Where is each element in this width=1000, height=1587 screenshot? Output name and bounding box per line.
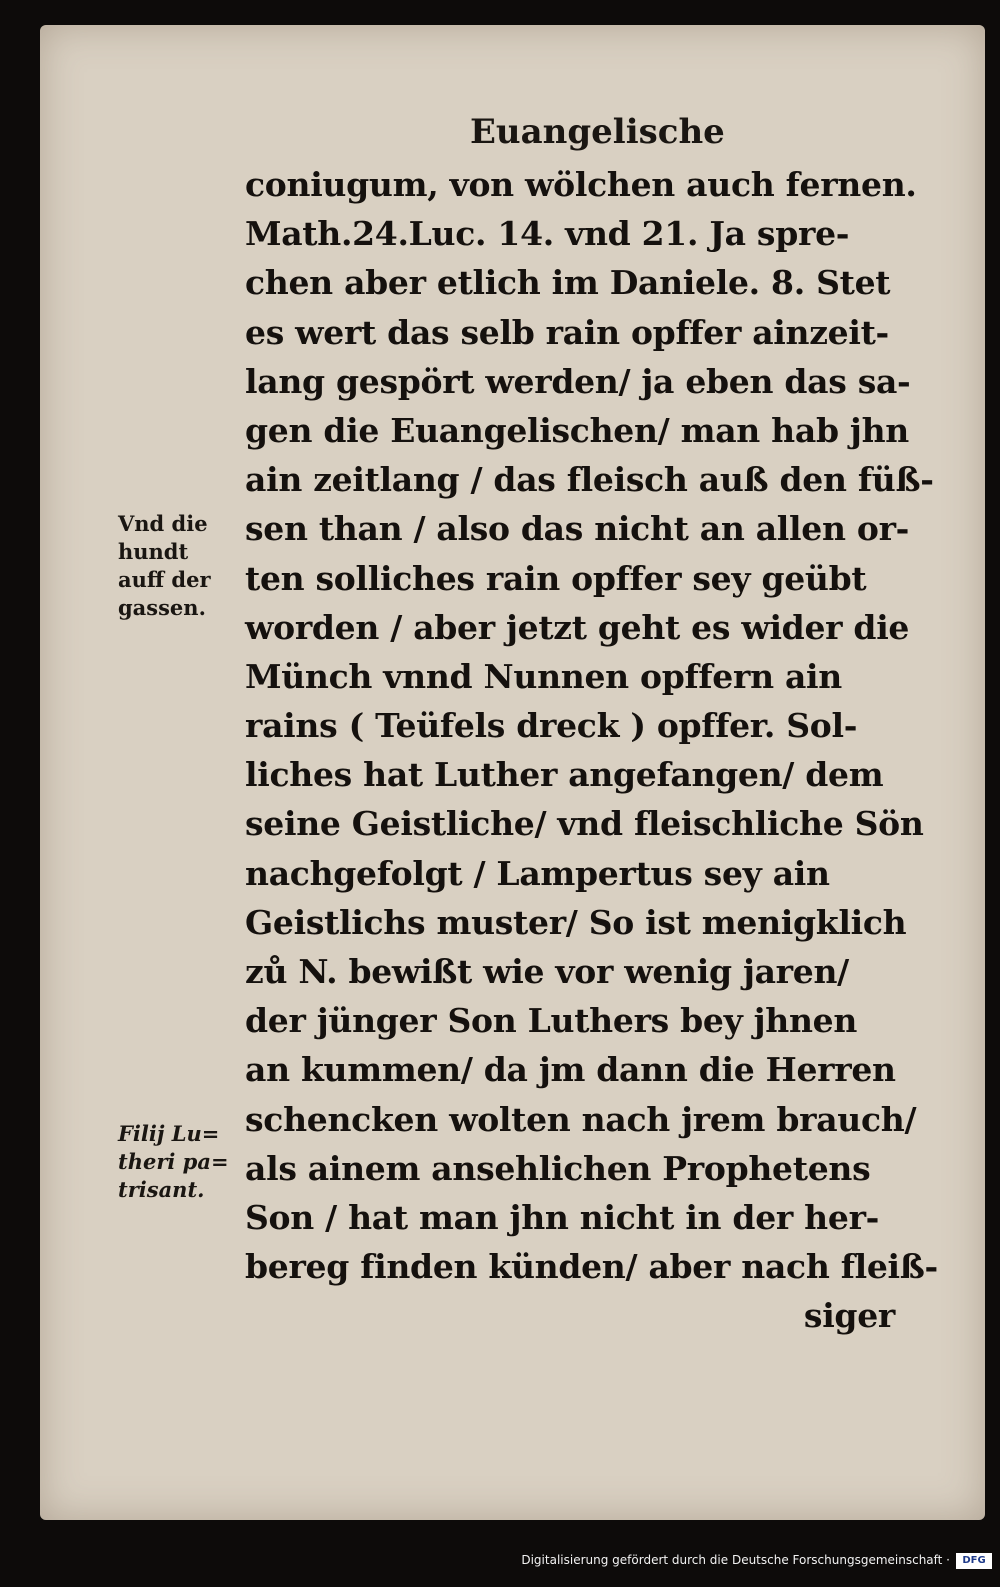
marginal-note-line: hundt (118, 539, 189, 564)
running-header: Euangelische (470, 112, 725, 152)
marginal-note-line: Vnd die (118, 511, 208, 536)
text-line: coniugum, von wölchen auch fernen. (245, 165, 917, 204)
text-line: worden / aber jetzt geht es wider die (245, 607, 910, 647)
text-line: bereg finden künden/ aber nach fleiß- (245, 1247, 938, 1287)
marginal-note-line: trisant. (118, 1177, 205, 1202)
text-line: Math.24.Luc. 14. vnd 21. Ja spre- (245, 214, 850, 254)
marginal-note-line: Filij Lu= (118, 1121, 220, 1146)
text-line: gen die Euangelischen/ man hab jhn (245, 410, 909, 450)
text-line: Geistlichs muster/ So ist menigklich (245, 902, 907, 942)
marginal-note-line: auff der (118, 567, 211, 592)
marginal-note (118, 510, 211, 622)
text-line: lang gespört werden/ ja eben das sa- (245, 361, 911, 401)
text-line: chen aber etlich im Daniele. 8. Stet (245, 263, 891, 303)
marginal-note (118, 1120, 229, 1204)
dfg-logo: DFG (956, 1553, 992, 1569)
marginal-note-line: gassen. (118, 595, 206, 620)
text-line: Son / hat man jhn nicht in der her- (245, 1197, 880, 1237)
text-line: als ainem ansehlichen Prophetens (245, 1148, 871, 1188)
catchword: siger (803, 1296, 895, 1336)
text-line: liches hat Luther angefangen/ dem (245, 755, 884, 795)
text-line: zů N. bewißt wie vor wenig jaren/ (245, 952, 849, 991)
text-line: ten solliches rain opffer sey geübt (245, 558, 867, 598)
text-line: es wert das selb rain opffer ainzeit- (245, 312, 889, 352)
marginal-note-line: theri pa= (118, 1149, 229, 1174)
text-line: seine Geistliche/ vnd fleischliche Sön (245, 804, 924, 844)
text-line: sen than / also das nicht an allen or- (245, 509, 910, 549)
text-line: Münch vnnd Nunnen opffern ain (245, 656, 842, 696)
page-body-text (245, 160, 938, 1341)
text-line: schencken wolten nach jrem brauch/ (245, 1099, 917, 1139)
digitization-credit: Digitalisierung gefördert durch die Deutsche Forschungsgemeinschaft · (521, 1553, 950, 1567)
text-line: der jünger Son Luthers bey jhnen (245, 1001, 858, 1041)
text-line: rains ( Teüfels dreck ) opffer. Sol- (245, 706, 858, 746)
text-line: nachgefolgt / Lampertus sey ain (245, 853, 830, 893)
text-line: an kummen/ da jm dann die Herren (245, 1050, 896, 1090)
text-line: ain zeitlang / das fleisch auß den füß- (245, 460, 934, 500)
